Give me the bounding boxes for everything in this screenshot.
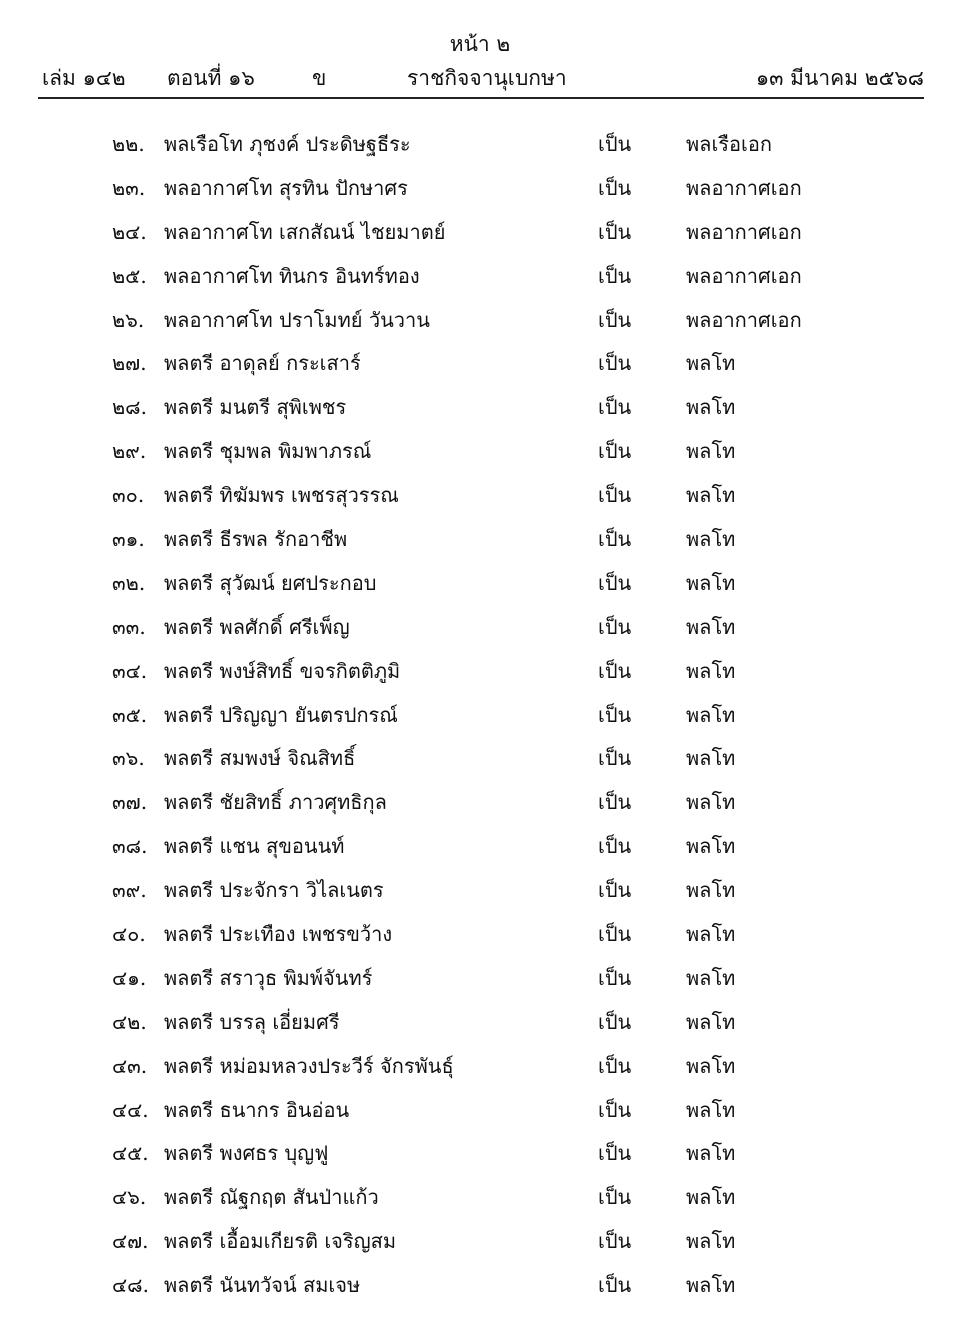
person-name: พลตรี ประเทือง เพชรขว้าง	[164, 922, 393, 947]
list-item	[0, 254, 960, 298]
person-name: พลตรี ชัยสิทธิ์ ภาวศุทธิกุล	[164, 790, 387, 815]
page-number: หน้า ๒	[449, 32, 511, 56]
new-rank: พลโท	[686, 746, 736, 771]
new-rank: พลโท	[686, 527, 736, 552]
list-item	[0, 1088, 960, 1132]
entry-number: ๔๖.	[112, 1185, 147, 1210]
new-rank: พลโท	[686, 570, 736, 595]
entry-verb: เป็น	[598, 1141, 632, 1166]
list-item	[0, 561, 960, 605]
entry-number: ๓๖.	[112, 746, 145, 771]
person-name: พลตรี ธนากร อินอ่อน	[164, 1097, 350, 1122]
list-item	[0, 824, 960, 868]
list-item	[0, 298, 960, 342]
entry-number: ๒๔.	[112, 219, 147, 244]
new-rank: พลโท	[686, 834, 736, 859]
person-name: พลอากาศโท สุรทิน ปักษาศร	[164, 175, 408, 200]
person-name: พลตรี พงศธร บุญฟู	[164, 1141, 329, 1166]
new-rank: พลโท	[686, 483, 736, 508]
person-name: พลตรี บรรลุ เอี่ยมศรี	[164, 1009, 340, 1034]
list-item	[0, 736, 960, 780]
entry-number: ๓๐.	[112, 483, 145, 508]
person-name: พลตรี ปริญญา ยันตรปกรณ์	[164, 702, 398, 727]
new-rank: พลโท	[686, 922, 736, 947]
person-name: พลตรี แชน สุขอนนท์	[164, 834, 345, 859]
list-item	[0, 1175, 960, 1219]
person-name: พลตรี ประจักรา วิไลเนตร	[164, 878, 384, 903]
new-rank: พลโท	[686, 965, 736, 990]
entry-number: ๒๓.	[112, 175, 146, 200]
entry-number: ๒๕.	[112, 263, 147, 288]
entry-verb: เป็น	[598, 922, 632, 947]
person-name: พลตรี พลศักดิ์ ศรีเพ็ญ	[164, 614, 350, 639]
person-name: พลอากาศโท ปราโมทย์ วันวาน	[164, 307, 430, 332]
entry-number: ๓๔.	[112, 658, 148, 683]
entry-number: ๔๗.	[112, 1229, 149, 1254]
entry-number: ๔๕.	[112, 1141, 149, 1166]
entry-number: ๓๙.	[112, 878, 147, 903]
list-item	[0, 956, 960, 1000]
entry-verb: เป็น	[598, 1097, 632, 1122]
person-name: พลตรี ชุมพล พิมพาภรณ์	[164, 439, 372, 464]
entry-number: ๓๗.	[112, 790, 148, 815]
new-rank: พลโท	[686, 614, 736, 639]
person-name: พลตรี ทิฆัมพร เพชรสุวรรณ	[164, 483, 399, 508]
list-item	[0, 122, 960, 166]
entry-number: ๒๒.	[112, 132, 145, 156]
person-name: พลอากาศโท ทินกร อินทร์ทอง	[164, 263, 420, 288]
entry-number: ๔๒.	[112, 1009, 147, 1034]
entry-verb: เป็น	[598, 175, 632, 200]
entry-verb: เป็น	[598, 658, 632, 683]
publication-title: ราชกิจจานุเบกษา	[407, 66, 567, 90]
entry-verb: เป็น	[598, 746, 632, 771]
new-rank: พลโท	[686, 790, 736, 815]
entry-verb: เป็น	[598, 1009, 632, 1034]
gazette-header	[0, 62, 960, 94]
list-item	[0, 517, 960, 561]
entry-verb: เป็น	[598, 1053, 632, 1078]
entry-verb: เป็น	[598, 790, 632, 815]
new-rank: พลเรือเอก	[686, 132, 772, 156]
list-item	[0, 912, 960, 956]
entry-verb: เป็น	[598, 351, 632, 376]
list-item	[0, 1000, 960, 1044]
entry-verb: เป็น	[598, 965, 632, 990]
list-item	[0, 693, 960, 737]
entry-verb: เป็น	[598, 307, 632, 332]
entry-verb: เป็น	[598, 570, 632, 595]
list-item	[0, 429, 960, 473]
entry-number: ๒๙.	[112, 439, 147, 464]
new-rank: พลอากาศเอก	[686, 175, 802, 200]
new-rank: พลโท	[686, 351, 736, 376]
new-rank: พลโท	[686, 1273, 736, 1298]
person-name: พลตรี ธีรพล รักอาชีพ	[164, 527, 348, 552]
entry-verb: เป็น	[598, 132, 632, 156]
list-item	[0, 473, 960, 517]
list-item	[0, 1131, 960, 1175]
entry-verb: เป็น	[598, 439, 632, 464]
section-label: ข	[312, 66, 327, 90]
person-name: พลตรี พงษ์สิทธิ์ ขจรกิตติภูมิ	[164, 658, 401, 683]
new-rank: พลโท	[686, 1009, 736, 1034]
entry-verb: เป็น	[598, 1273, 632, 1298]
new-rank: พลอากาศเอก	[686, 307, 802, 332]
entry-number: ๓๓.	[112, 614, 146, 639]
entry-verb: เป็น	[598, 1185, 632, 1210]
entry-verb: เป็น	[598, 702, 632, 727]
entry-number: ๓๕.	[112, 702, 148, 727]
header-divider	[38, 97, 924, 99]
list-item	[0, 649, 960, 693]
list-item	[0, 341, 960, 385]
volume-label: เล่ม ๑๔๒	[42, 66, 126, 90]
list-item	[0, 868, 960, 912]
person-name: พลตรี สมพงษ์ จิณสิทธิ์	[164, 746, 356, 771]
new-rank: พลโท	[686, 1229, 736, 1254]
entry-number: ๔๓.	[112, 1053, 148, 1078]
entry-verb: เป็น	[598, 878, 632, 903]
person-name: พลตรี สราวุธ พิมพ์จันทร์	[164, 965, 373, 990]
list-item	[0, 605, 960, 649]
entry-verb: เป็น	[598, 834, 632, 859]
new-rank: พลโท	[686, 658, 736, 683]
entry-number: ๒๖.	[112, 307, 145, 332]
entry-number: ๔๔.	[112, 1097, 149, 1122]
new-rank: พลโท	[686, 702, 736, 727]
list-item	[0, 780, 960, 824]
list-item	[0, 166, 960, 210]
list-item	[0, 385, 960, 429]
entry-number: ๒๘.	[112, 395, 147, 420]
entry-verb: เป็น	[598, 219, 632, 244]
new-rank: พลอากาศเอก	[686, 219, 802, 244]
entry-number: ๓๒.	[112, 570, 146, 595]
entry-number: ๒๗.	[112, 351, 147, 376]
person-name: พลตรี เอื้อมเกียรติ เจริญสม	[164, 1229, 397, 1254]
new-rank: พลโท	[686, 1185, 736, 1210]
entry-verb: เป็น	[598, 395, 632, 420]
person-name: พลตรี หม่อมหลวงประวีร์ จักรพันธุ์	[164, 1053, 454, 1078]
new-rank: พลโท	[686, 1053, 736, 1078]
new-rank: พลโท	[686, 439, 736, 464]
new-rank: พลโท	[686, 395, 736, 420]
entry-verb: เป็น	[598, 263, 632, 288]
publication-date: ๑๓ มีนาคม ๒๕๖๘	[755, 66, 924, 90]
person-name: พลเรือโท ภุชงค์ ประดิษฐธีระ	[164, 132, 411, 156]
new-rank: พลโท	[686, 1141, 736, 1166]
entry-verb: เป็น	[598, 527, 632, 552]
entry-verb: เป็น	[598, 483, 632, 508]
entry-number: ๔๑.	[112, 965, 147, 990]
entry-verb: เป็น	[598, 1229, 632, 1254]
new-rank: พลโท	[686, 1097, 736, 1122]
person-name: พลตรี นันทวัจน์ สมเจษ	[164, 1273, 361, 1298]
new-rank: พลอากาศเอก	[686, 263, 802, 288]
person-name: พลตรี สุวัฒน์ ยศประกอบ	[164, 570, 377, 595]
list-item	[0, 210, 960, 254]
entry-verb: เป็น	[598, 614, 632, 639]
issue-label: ตอนที่ ๑๖	[167, 66, 255, 90]
entry-number: ๔๐.	[112, 922, 146, 947]
entry-number: ๔๘.	[112, 1273, 149, 1298]
appointment-list	[0, 122, 960, 1307]
list-item	[0, 1219, 960, 1263]
person-name: พลตรี อาดุลย์ กระเสาร์	[164, 351, 361, 376]
person-name: พลอากาศโท เสกสัณน์ ไชยมาตย์	[164, 219, 446, 244]
entry-number: ๓๘.	[112, 834, 148, 859]
list-item	[0, 1263, 960, 1307]
new-rank: พลโท	[686, 878, 736, 903]
list-item	[0, 1044, 960, 1088]
entry-number: ๓๑.	[112, 527, 145, 552]
person-name: พลตรี มนตรี สุพิเพชร	[164, 395, 347, 420]
person-name: พลตรี ณัฐกฤต สันป่าแก้ว	[164, 1185, 379, 1210]
